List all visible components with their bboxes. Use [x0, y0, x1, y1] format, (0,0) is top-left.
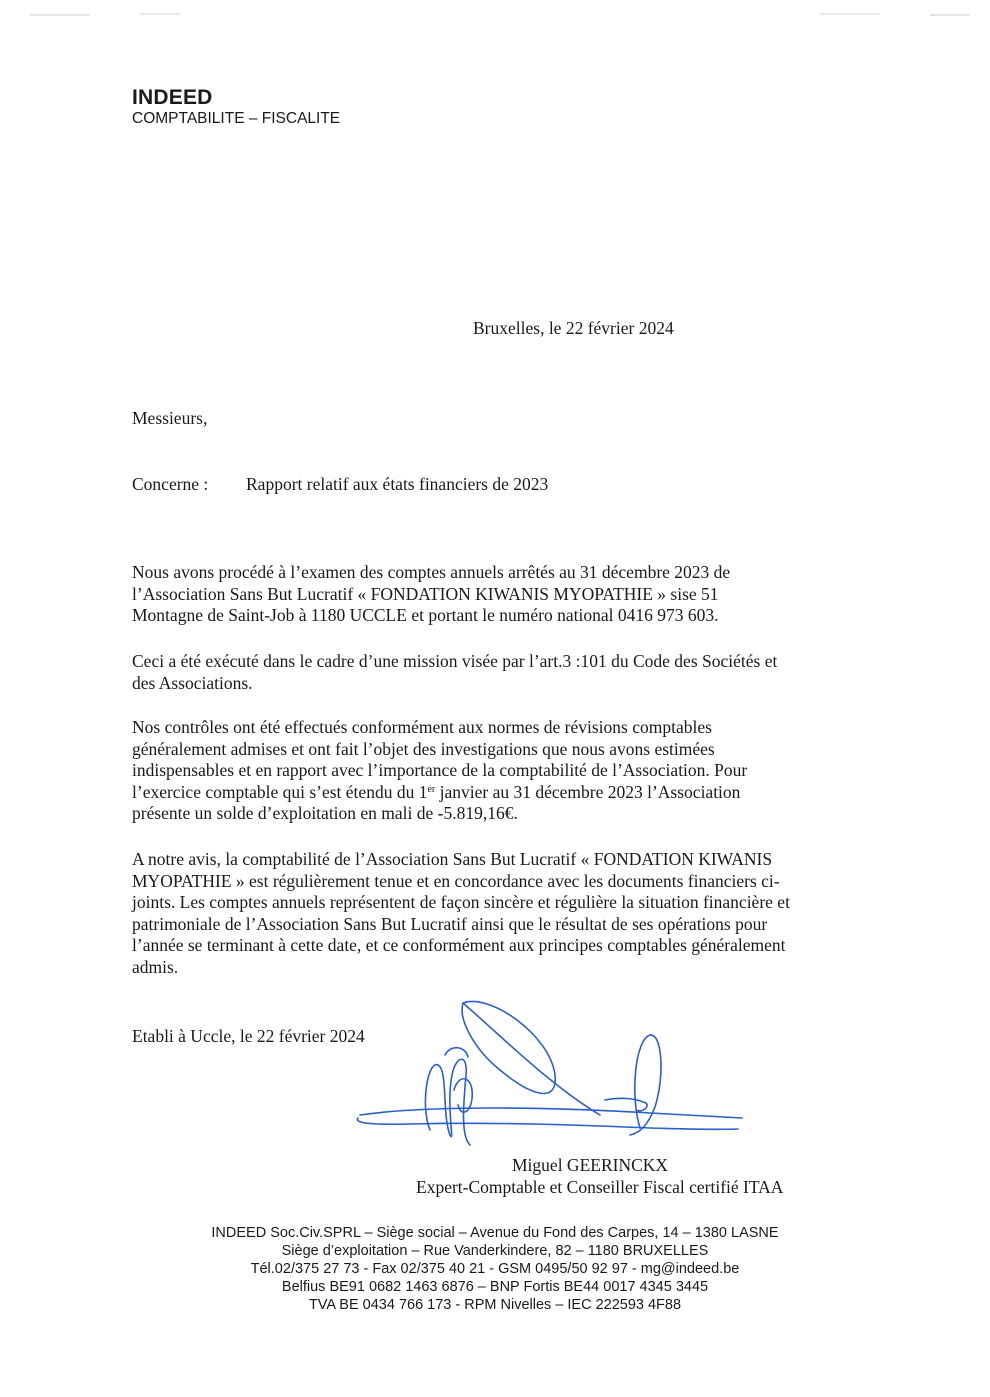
paragraph-line: l’Association Sans But Lucratif « FONDATION KIWANIS MYOPATHIE » sise 51 — [132, 583, 719, 604]
paragraph-line: généralement admises et ont fait l’objet des investigations que nous avons estimées — [132, 738, 715, 759]
paragraph-line: A notre avis, la comptabilité de l’Association Sans But Lucratif « FONDATION KIWANIS — [132, 849, 773, 869]
paragraph-line: l’année se terminant à cette date, et ce conformément aux principes comptables généralement — [132, 935, 786, 955]
paragraph-examination — [132, 562, 862, 627]
paragraph-controls — [132, 717, 862, 825]
line-part: janvier au 31 décembre 2023 l’Association — [435, 781, 741, 802]
paragraph-line: patrimoniale de l’Association Sans But Lucratif ainsi que le résultat de ses opérations pour — [132, 913, 768, 934]
signatory-name: Miguel GEERINCKX — [512, 1155, 669, 1175]
paragraph-line: admis. — [132, 956, 179, 977]
footer-line: Siège d’exploitation – Rue Vanderkindere, 82 – 1180 BRUXELLES — [281, 1243, 709, 1259]
footer-line: TVA BE 0434 766 173 - RPM Nivelles – IEC 222593 4F88 — [308, 1297, 682, 1313]
subject-text: Rapport relatif aux états financiers de 2023 — [246, 474, 549, 494]
paragraph-line: Nos contrôles ont été effectués conformément aux normes de révisions comptables — [132, 717, 712, 737]
handwritten-signature — [350, 995, 750, 1155]
letterhead-footer — [0, 1224, 990, 1314]
paragraph-line — [132, 782, 862, 804]
paragraph-line: Nous avons procédé à l’examen des comptes annuels arrêtés au 31 décembre 2023 de — [132, 562, 731, 582]
footer-line: INDEED Soc.Civ.SPRL – Siège social – Avenue du Fond des Carpes, 14 – 1380 LASNE — [211, 1225, 779, 1241]
paragraph-line: Ceci a été exécuté dans le cadre d’une mission visée par l’art.3 :101 du Code des Sociétés et — [132, 651, 778, 671]
signatory-title: Expert-Comptable et Conseiller Fiscal certifié ITAA — [416, 1177, 784, 1197]
paragraph-line: MYOPATHIE » est régulièrement tenue et en concordance avec les documents financiers ci- — [132, 870, 780, 891]
subject-label: Concerne : — [132, 474, 209, 494]
footer-line: Belfius BE91 0682 1463 6876 – BNP Fortis BE44 0017 4345 3445 — [281, 1279, 709, 1295]
paragraph-line: Montagne de Saint-Job à 1180 UCCLE et portant le numéro national 0416 973 603. — [132, 605, 719, 625]
paragraph-line: joints. Les comptes annuels représentent de façon sincère et régulière la situation financière et — [132, 892, 790, 912]
company-name: INDEED — [132, 86, 213, 109]
paragraph-opinion — [132, 849, 862, 978]
scan-artifacts — [0, 8, 990, 24]
footer-line: Tél.02/375 27 73 - Fax 02/375 40 21 - GSM 0495/50 92 97 - mg@indeed.be — [250, 1261, 740, 1277]
line-part: l’exercice comptable qui s’est étendu du 1 — [132, 781, 428, 802]
paragraph-line: des Associations. — [132, 672, 253, 693]
company-tagline: COMPTABILITE – FISCALITE — [132, 110, 341, 127]
ordinal-superscript: er — [427, 783, 436, 795]
paragraph-line: indispensables et en rapport avec l’importance de la comptabilité de l’Association. Pour — [132, 760, 748, 780]
paragraph-line: présente un solde d’exploitation en mali de -5.819,16€. — [132, 803, 518, 823]
salutation: Messieurs, — [132, 408, 208, 428]
closing-place-date: Etabli à Uccle, le 22 février 2024 — [132, 1026, 365, 1046]
paragraph-mission — [132, 651, 862, 694]
letter-date: Bruxelles, le 22 février 2024 — [473, 318, 674, 338]
